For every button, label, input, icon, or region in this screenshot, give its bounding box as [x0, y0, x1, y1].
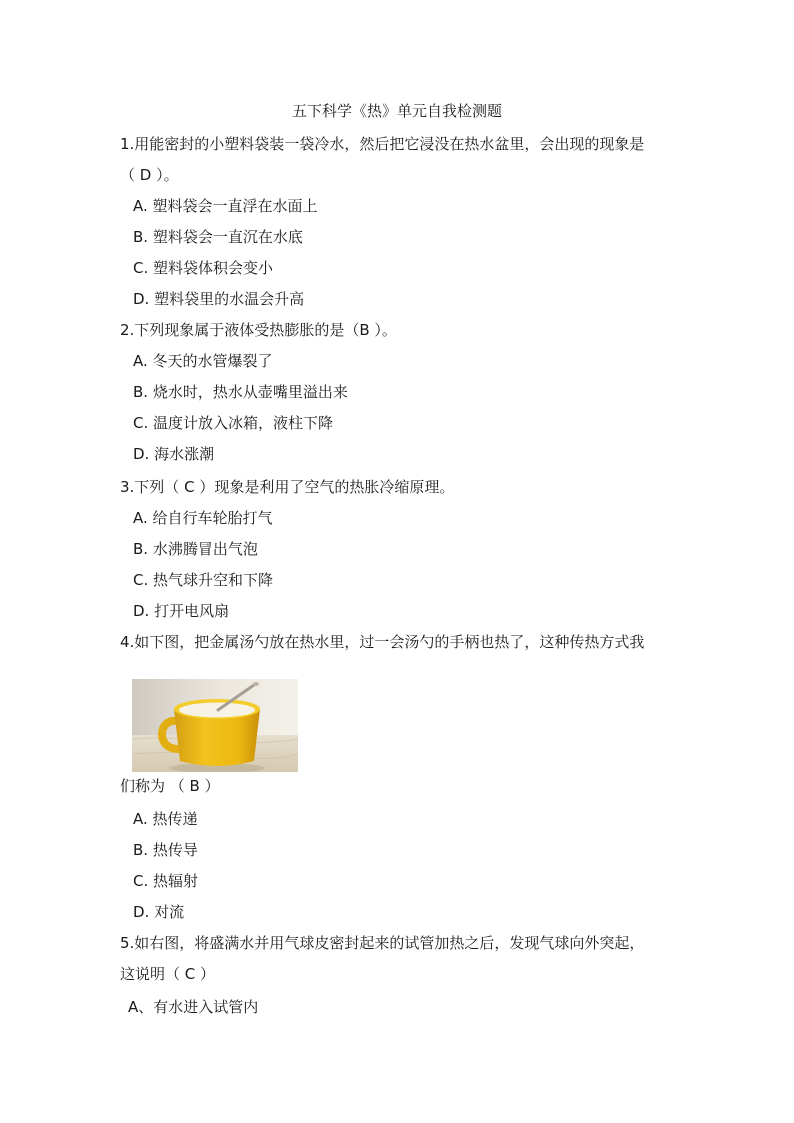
question-4-stem-line-1: 4.如下图，把金属汤勺放在热水里，过一会汤勺的手柄也热了，这种传热方式我 — [120, 633, 645, 651]
question-3-option-d: D. 打开电风扇 — [133, 602, 230, 620]
question-1-option-c: C. 塑料袋体积会变小 — [133, 259, 274, 277]
question-5-option-a: A、有水进入试管内 — [128, 998, 259, 1016]
yellow-cup-with-spoon-photo — [132, 679, 298, 772]
question-5-stem-line-1: 5.如右图，将盛满水并用气球皮密封起来的试管加热之后，发现气球向外突起， — [120, 934, 645, 952]
question-1-stem-line-2: （ D ）。 — [120, 166, 179, 184]
question-4-option-b: B. 热传导 — [133, 841, 198, 859]
question-2-stem: 2.下列现象属于液体受热膨胀的是（B ）。 — [120, 321, 397, 339]
question-1-option-a: A. 塑料袋会一直浮在水面上 — [133, 197, 318, 215]
question-3-option-c: C. 热气球升空和下降 — [133, 571, 274, 589]
question-5-stem-line-2: 这说明（ C ） — [120, 965, 216, 983]
question-2-option-d: D. 海水涨潮 — [133, 445, 215, 463]
question-4-option-c: C. 热辐射 — [133, 872, 199, 890]
question-1-stem-line-1: 1.用能密封的小塑料袋装一袋冷水，然后把它浸没在热水盆里，会出现的现象是 — [120, 135, 645, 153]
question-3-option-b: B. 水沸腾冒出气泡 — [133, 540, 258, 558]
question-3-option-a: A. 给自行车轮胎打气 — [133, 509, 273, 527]
question-1-option-b: B. 塑料袋会一直沉在水底 — [133, 228, 303, 246]
question-4-option-a: A. 热传递 — [133, 810, 198, 828]
question-2-option-c: C. 温度计放入冰箱，液柱下降 — [133, 414, 334, 432]
question-3-stem: 3.下列（ C ）现象是利用了空气的热胀冷缩原理。 — [120, 478, 455, 496]
question-2-option-a: A. 冬天的水管爆裂了 — [133, 352, 273, 370]
question-2-option-b: B. 烧水时，热水从壶嘴里溢出来 — [133, 383, 348, 401]
question-4-option-d: D. 对流 — [133, 903, 185, 921]
page-title: 五下科学《热》单元自我检测题 — [291, 102, 502, 120]
question-1-option-d: D. 塑料袋里的水温会升高 — [133, 290, 305, 308]
question-4-stem-line-2: 们称为 （ B ） — [120, 777, 220, 795]
